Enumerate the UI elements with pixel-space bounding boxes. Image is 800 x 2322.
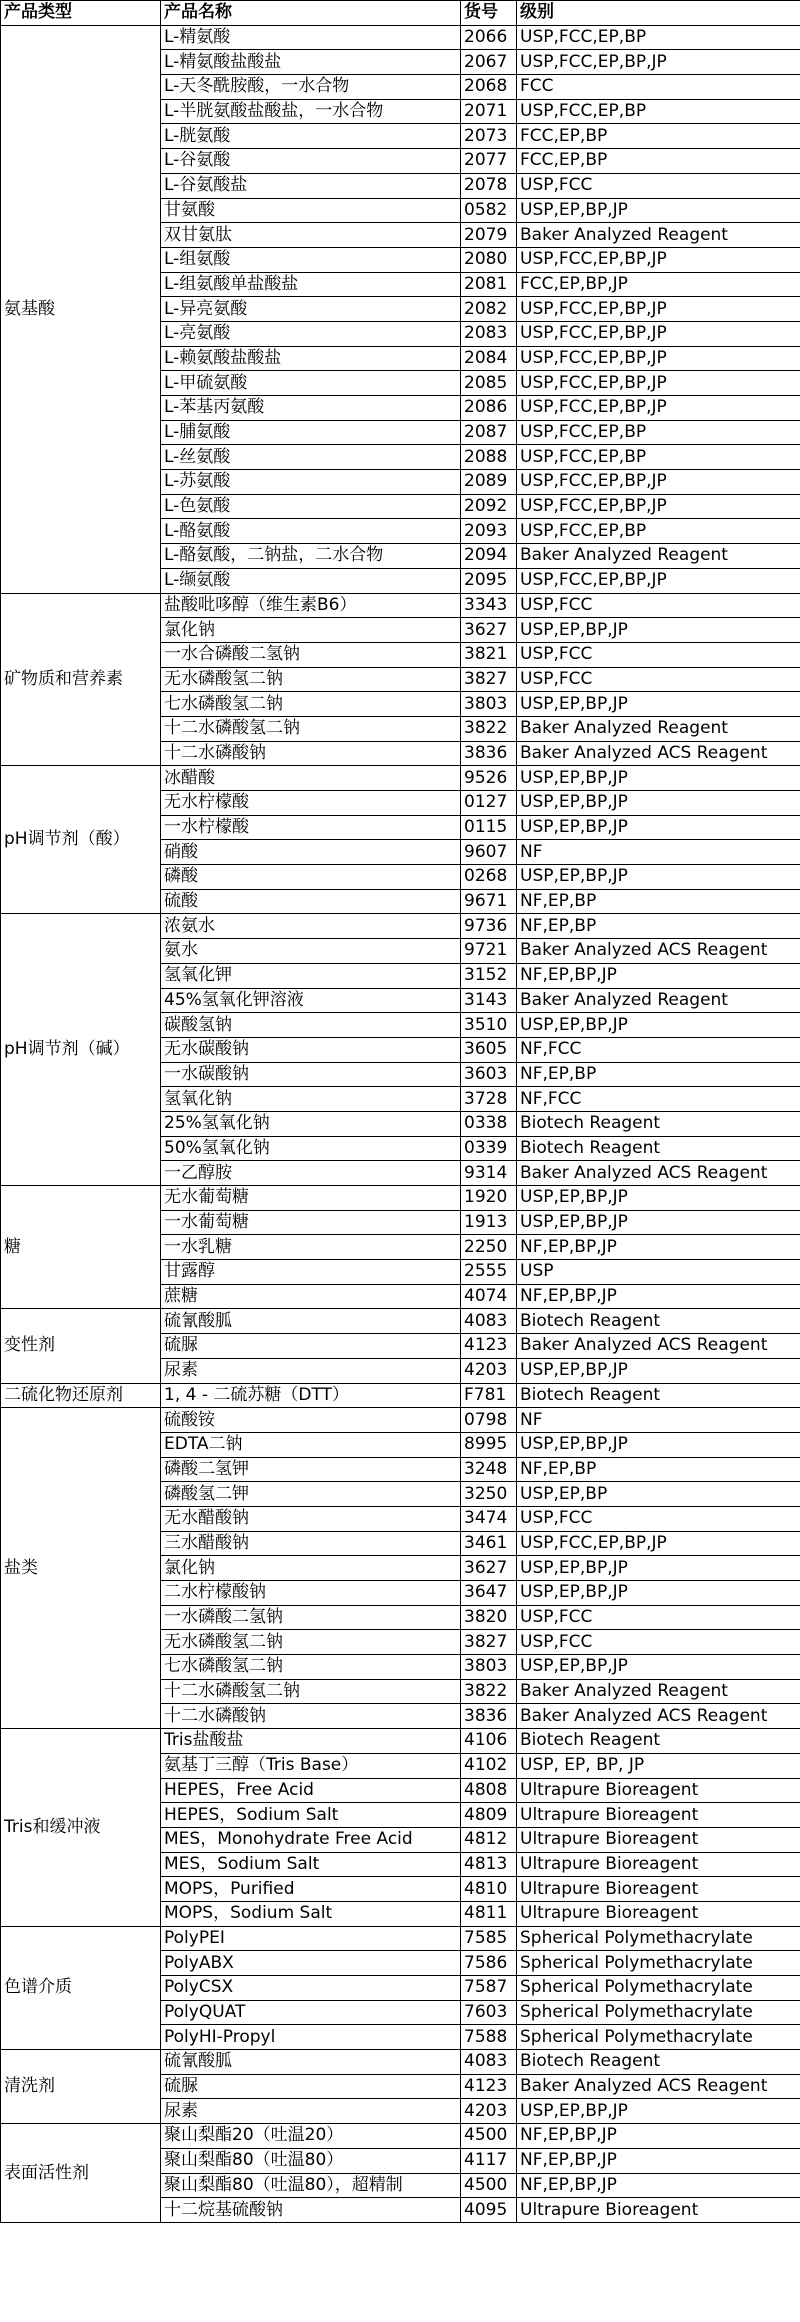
grade-cell: FCC,EP,BP	[517, 149, 800, 174]
item-number-cell: 3822	[461, 716, 517, 741]
item-number-cell: 0115	[461, 815, 517, 840]
product-name-cell: L-亮氨酸	[161, 321, 461, 346]
product-name-cell: L-甲硫氨酸	[161, 371, 461, 396]
product-name-cell: 三水醋酸钠	[161, 1531, 461, 1556]
product-name-cell: 七水磷酸氢二钠	[161, 692, 461, 717]
grade-cell: USP,EP,BP,JP	[517, 1186, 800, 1211]
product-name-cell: L-天冬酰胺酸，一水合物	[161, 75, 461, 100]
category-cell: 二硫化物还原剂	[1, 1383, 161, 1408]
product-name-cell: 十二水磷酸钠	[161, 741, 461, 766]
product-name-cell: HEPES，Sodium Salt	[161, 1803, 461, 1828]
table-row	[1, 1729, 800, 1754]
item-number-cell: 3836	[461, 741, 517, 766]
item-number-cell: 1913	[461, 1210, 517, 1235]
item-number-cell: 3728	[461, 1087, 517, 1112]
item-number-cell: 4083	[461, 1309, 517, 1334]
product-name-cell: 聚山梨酯80（吐温80），超精制	[161, 2173, 461, 2198]
product-name-cell: L-异亮氨酸	[161, 297, 461, 322]
product-name-cell: PolyHI-Propyl	[161, 2025, 461, 2050]
grade-cell: Ultrapure Bioreagent	[517, 1901, 800, 1926]
item-number-cell: 3143	[461, 988, 517, 1013]
product-name-cell: L-组氨酸单盐酸盐	[161, 272, 461, 297]
item-number-cell: 2081	[461, 272, 517, 297]
item-number-cell: 9314	[461, 1161, 517, 1186]
product-name-cell: 甘露醇	[161, 1260, 461, 1285]
grade-cell: USP,FCC,EP,BP,JP	[517, 494, 800, 519]
product-name-cell: L-胱氨酸	[161, 124, 461, 149]
item-number-cell: 2078	[461, 173, 517, 198]
item-number-cell: 2073	[461, 124, 517, 149]
grade-cell: NF,EP,BP	[517, 914, 800, 939]
product-name-cell: 无水磷酸氢二钠	[161, 1630, 461, 1655]
grade-cell: Baker Analyzed ACS Reagent	[517, 1161, 800, 1186]
grade-cell: Spherical Polymethacrylate	[517, 2000, 800, 2025]
product-name-cell: 蔗糖	[161, 1284, 461, 1309]
item-number-cell: 9736	[461, 914, 517, 939]
grade-cell: Baker Analyzed ACS Reagent	[517, 2074, 800, 2099]
grade-cell: USP,FCC	[517, 173, 800, 198]
grade-cell: USP,EP,BP	[517, 1482, 800, 1507]
product-name-cell: 25%氢氧化钠	[161, 1111, 461, 1136]
product-name-cell: 十二水磷酸氢二钠	[161, 1679, 461, 1704]
item-number-cell: 3605	[461, 1037, 517, 1062]
grade-cell: Spherical Polymethacrylate	[517, 1926, 800, 1951]
item-number-cell: 4813	[461, 1852, 517, 1877]
grade-cell: USP,FCC,EP,BP	[517, 519, 800, 544]
grade-cell: Biotech Reagent	[517, 1309, 800, 1334]
item-number-cell: 2079	[461, 223, 517, 248]
item-number-cell: 4123	[461, 2074, 517, 2099]
product-name-cell: Tris盐酸盐	[161, 1729, 461, 1754]
item-number-cell: 4500	[461, 2124, 517, 2149]
product-name-cell: 聚山梨酯20（吐温20）	[161, 2124, 461, 2149]
table-row	[1, 766, 800, 791]
product-name-cell: 无水磷酸氢二钠	[161, 667, 461, 692]
product-name-cell: 硫酸铵	[161, 1408, 461, 1433]
table-row	[1, 2050, 800, 2075]
grade-cell: NF,EP,BP,JP	[517, 1235, 800, 1260]
item-number-cell: 3603	[461, 1062, 517, 1087]
item-number-cell: 2094	[461, 544, 517, 569]
grade-cell: Baker Analyzed ACS Reagent	[517, 1704, 800, 1729]
item-number-cell: 2095	[461, 568, 517, 593]
product-name-cell: L-半胱氨酸盐酸盐，一水合物	[161, 99, 461, 124]
item-number-cell: 9671	[461, 889, 517, 914]
item-number-cell: 2088	[461, 445, 517, 470]
product-name-cell: L-色氨酸	[161, 494, 461, 519]
product-name-cell: HEPES，Free Acid	[161, 1778, 461, 1803]
grade-cell: Ultrapure Bioreagent	[517, 1803, 800, 1828]
grade-cell: Baker Analyzed ACS Reagent	[517, 1334, 800, 1359]
product-name-cell: PolyQUAT	[161, 2000, 461, 2025]
grade-cell: Biotech Reagent	[517, 1136, 800, 1161]
product-name-cell: 硝酸	[161, 840, 461, 865]
grade-cell: Ultrapure Bioreagent	[517, 1852, 800, 1877]
product-name-cell: 二水柠檬酸钠	[161, 1581, 461, 1606]
item-number-cell: 3510	[461, 1013, 517, 1038]
product-name-cell: L-赖氨酸盐酸盐	[161, 346, 461, 371]
grade-cell: USP,EP,BP,JP	[517, 1210, 800, 1235]
table-row	[1, 1383, 800, 1408]
product-name-cell: 十二烷基硫酸钠	[161, 2198, 461, 2223]
category-cell: 表面活性剂	[1, 2124, 161, 2223]
item-number-cell: 2250	[461, 1235, 517, 1260]
product-name-cell: MOPS，Purified	[161, 1877, 461, 1902]
product-name-cell: 聚山梨酯80（吐温80）	[161, 2148, 461, 2173]
grade-cell: USP,EP,BP,JP	[517, 618, 800, 643]
header-row	[1, 1, 800, 26]
item-number-cell: 2083	[461, 321, 517, 346]
item-number-cell: 7586	[461, 1951, 517, 1976]
grade-cell: USP,EP,BP,JP	[517, 692, 800, 717]
product-name-cell: 氨基丁三醇（Tris Base）	[161, 1753, 461, 1778]
item-number-cell: 0268	[461, 865, 517, 890]
grade-cell: Ultrapure Bioreagent	[517, 2198, 800, 2223]
grade-cell: USP,EP,BP,JP	[517, 791, 800, 816]
product-name-cell: L-酪氨酸，二钠盐，二水合物	[161, 544, 461, 569]
item-number-cell: 4106	[461, 1729, 517, 1754]
item-number-cell: 9721	[461, 939, 517, 964]
product-name-cell: 磷酸二氢钾	[161, 1457, 461, 1482]
grade-cell: NF,EP,BP,JP	[517, 963, 800, 988]
table-row	[1, 2124, 800, 2149]
item-number-cell: 2066	[461, 25, 517, 50]
product-name-cell: L-丝氨酸	[161, 445, 461, 470]
product-name-cell: 磷酸氢二钾	[161, 1482, 461, 1507]
category-cell: 色谱介质	[1, 1926, 161, 2049]
product-name-cell: 甘氨酸	[161, 198, 461, 223]
product-name-cell: L-组氨酸	[161, 247, 461, 272]
item-number-cell: 0798	[461, 1408, 517, 1433]
grade-cell: Ultrapure Bioreagent	[517, 1877, 800, 1902]
grade-cell: USP,FCC,EP,BP,JP	[517, 470, 800, 495]
item-number-cell: 2093	[461, 519, 517, 544]
item-number-cell: 4203	[461, 1358, 517, 1383]
item-number-cell: 3627	[461, 618, 517, 643]
item-number-cell: 0582	[461, 198, 517, 223]
product-name-cell: 氯化钠	[161, 618, 461, 643]
product-name-cell: L-精氨酸	[161, 25, 461, 50]
grade-cell: USP,FCC,EP,BP	[517, 99, 800, 124]
item-number-cell: 4809	[461, 1803, 517, 1828]
product-name-cell: 尿素	[161, 1358, 461, 1383]
product-name-cell: 十二水磷酸氢二钠	[161, 716, 461, 741]
item-number-cell: 4812	[461, 1827, 517, 1852]
header-grade: 级别	[517, 1, 800, 26]
grade-cell: USP	[517, 1260, 800, 1285]
grade-cell: USP,FCC,EP,BP,JP	[517, 50, 800, 75]
product-name-cell: 无水葡萄糖	[161, 1186, 461, 1211]
product-name-cell: 浓氨水	[161, 914, 461, 939]
table-body	[1, 25, 800, 2222]
item-number-cell: 8995	[461, 1432, 517, 1457]
category-cell: pH调节剂（酸）	[1, 766, 161, 914]
product-name-cell: L-缬氨酸	[161, 568, 461, 593]
product-name-cell: 一水柠檬酸	[161, 815, 461, 840]
grade-cell: USP,EP,BP,JP	[517, 1581, 800, 1606]
grade-cell: USP,EP,BP,JP	[517, 2099, 800, 2124]
product-name-cell: 45%氢氧化钾溶液	[161, 988, 461, 1013]
category-cell: pH调节剂（碱）	[1, 914, 161, 1186]
grade-cell: USP,FCC,EP,BP,JP	[517, 1531, 800, 1556]
item-number-cell: 3152	[461, 963, 517, 988]
grade-cell: USP,FCC	[517, 642, 800, 667]
product-name-cell: 无水醋酸钠	[161, 1506, 461, 1531]
item-number-cell: 3248	[461, 1457, 517, 1482]
item-number-cell: 2089	[461, 470, 517, 495]
header-type: 产品类型	[1, 1, 161, 26]
product-name-cell: 氨水	[161, 939, 461, 964]
product-name-cell: 七水磷酸氢二钠	[161, 1655, 461, 1680]
item-number-cell: 3647	[461, 1581, 517, 1606]
product-name-cell: 一水葡萄糖	[161, 1210, 461, 1235]
item-number-cell: 7585	[461, 1926, 517, 1951]
table-row	[1, 593, 800, 618]
product-name-cell: 磷酸	[161, 865, 461, 890]
item-number-cell: 3474	[461, 1506, 517, 1531]
item-number-cell: 0338	[461, 1111, 517, 1136]
category-cell: 氨基酸	[1, 25, 161, 593]
grade-cell: USP,FCC,EP,BP,JP	[517, 371, 800, 396]
item-number-cell: 4123	[461, 1334, 517, 1359]
grade-cell: NF,EP,BP,JP	[517, 1284, 800, 1309]
grade-cell: NF,EP,BP,JP	[517, 2124, 800, 2149]
product-name-cell: 一乙醇胺	[161, 1161, 461, 1186]
grade-cell: USP,EP,BP,JP	[517, 1358, 800, 1383]
product-name-cell: L-谷氨酸盐	[161, 173, 461, 198]
product-name-cell: L-脯氨酸	[161, 420, 461, 445]
item-number-cell: 4074	[461, 1284, 517, 1309]
item-number-cell: 3827	[461, 1630, 517, 1655]
item-number-cell: 2068	[461, 75, 517, 100]
grade-cell: NF,FCC	[517, 1037, 800, 1062]
category-cell: Tris和缓冲液	[1, 1729, 161, 1927]
grade-cell: Biotech Reagent	[517, 1729, 800, 1754]
item-number-cell: 3250	[461, 1482, 517, 1507]
item-number-cell: 4102	[461, 1753, 517, 1778]
grade-cell: USP,FCC,EP,BP,JP	[517, 297, 800, 322]
item-number-cell: 4117	[461, 2148, 517, 2173]
item-number-cell: 0339	[461, 1136, 517, 1161]
grade-cell: Ultrapure Bioreagent	[517, 1827, 800, 1852]
product-name-cell: 尿素	[161, 2099, 461, 2124]
grade-cell: USP,FCC,EP,BP	[517, 25, 800, 50]
product-name-cell: 一水碳酸钠	[161, 1062, 461, 1087]
grade-cell: USP,FCC,EP,BP,JP	[517, 568, 800, 593]
category-cell: 变性剂	[1, 1309, 161, 1383]
item-number-cell: 2085	[461, 371, 517, 396]
grade-cell: NF,EP,BP	[517, 889, 800, 914]
grade-cell: Baker Analyzed Reagent	[517, 1679, 800, 1704]
grade-cell: USP,FCC,EP,BP	[517, 445, 800, 470]
product-name-cell: 1, 4 - 二硫苏糖（DTT）	[161, 1383, 461, 1408]
grade-cell: USP,FCC,EP,BP	[517, 420, 800, 445]
item-number-cell: 2071	[461, 99, 517, 124]
grade-cell: Baker Analyzed Reagent	[517, 223, 800, 248]
product-name-cell: 一水乳糖	[161, 1235, 461, 1260]
product-name-cell: 硫酸	[161, 889, 461, 914]
item-number-cell: 3827	[461, 667, 517, 692]
header-item-number: 货号	[461, 1, 517, 26]
grade-cell: Baker Analyzed ACS Reagent	[517, 741, 800, 766]
item-number-cell: 7587	[461, 1976, 517, 2001]
category-cell: 清洗剂	[1, 2050, 161, 2124]
item-number-cell: 3836	[461, 1704, 517, 1729]
item-number-cell: 4500	[461, 2173, 517, 2198]
grade-cell: NF	[517, 1408, 800, 1433]
product-name-cell: 双甘氨肽	[161, 223, 461, 248]
grade-cell: USP,EP,BP,JP	[517, 865, 800, 890]
item-number-cell: 4203	[461, 2099, 517, 2124]
item-number-cell: 2092	[461, 494, 517, 519]
item-number-cell: 3803	[461, 692, 517, 717]
product-name-cell: MES，Monohydrate Free Acid	[161, 1827, 461, 1852]
item-number-cell: 2080	[461, 247, 517, 272]
product-name-cell: L-酪氨酸	[161, 519, 461, 544]
grade-cell: USP,EP,BP,JP	[517, 1432, 800, 1457]
product-name-cell: 氢氧化钾	[161, 963, 461, 988]
grade-cell: USP,FCC	[517, 593, 800, 618]
item-number-cell: 4095	[461, 2198, 517, 2223]
grade-cell: Baker Analyzed Reagent	[517, 544, 800, 569]
product-name-cell: 硫氰酸胍	[161, 2050, 461, 2075]
grade-cell: FCC,EP,BP,JP	[517, 272, 800, 297]
item-number-cell: 3822	[461, 1679, 517, 1704]
item-number-cell: 7603	[461, 2000, 517, 2025]
product-name-cell: EDTA二钠	[161, 1432, 461, 1457]
product-name-cell: MES，Sodium Salt	[161, 1852, 461, 1877]
grade-cell: USP,FCC,EP,BP,JP	[517, 346, 800, 371]
item-number-cell: 9526	[461, 766, 517, 791]
grade-cell: USP,EP,BP,JP	[517, 766, 800, 791]
item-number-cell: 3627	[461, 1556, 517, 1581]
product-name-cell: 氯化钠	[161, 1556, 461, 1581]
product-name-cell: PolyCSX	[161, 1976, 461, 2001]
item-number-cell: 4810	[461, 1877, 517, 1902]
grade-cell: NF,EP,BP	[517, 1062, 800, 1087]
table-row	[1, 25, 800, 50]
grade-cell: USP,EP,BP,JP	[517, 1655, 800, 1680]
category-cell: 糖	[1, 1186, 161, 1309]
category-cell: 盐类	[1, 1408, 161, 1729]
product-name-cell: 十二水磷酸钠	[161, 1704, 461, 1729]
product-name-cell: 氢氧化钠	[161, 1087, 461, 1112]
product-name-cell: MOPS，Sodium Salt	[161, 1901, 461, 1926]
item-number-cell: 0127	[461, 791, 517, 816]
table-row	[1, 1926, 800, 1951]
item-number-cell: 3820	[461, 1605, 517, 1630]
item-number-cell: 3803	[461, 1655, 517, 1680]
grade-cell: NF,EP,BP	[517, 1457, 800, 1482]
item-number-cell: 1920	[461, 1186, 517, 1211]
grade-cell: USP,FCC	[517, 1605, 800, 1630]
grade-cell: Baker Analyzed ACS Reagent	[517, 939, 800, 964]
item-number-cell: F781	[461, 1383, 517, 1408]
grade-cell: NF,EP,BP,JP	[517, 2148, 800, 2173]
product-name-cell: 盐酸吡哆醇（维生素B6）	[161, 593, 461, 618]
table-row	[1, 914, 800, 939]
grade-cell: USP,EP,BP,JP	[517, 815, 800, 840]
grade-cell: USP,EP,BP,JP	[517, 1013, 800, 1038]
product-name-cell: L-苏氨酸	[161, 470, 461, 495]
item-number-cell: 2087	[461, 420, 517, 445]
grade-cell: USP, EP, BP, JP	[517, 1753, 800, 1778]
product-name-cell: L-谷氨酸	[161, 149, 461, 174]
grade-cell: Spherical Polymethacrylate	[517, 1951, 800, 1976]
grade-cell: USP,FCC	[517, 1630, 800, 1655]
grade-cell: Biotech Reagent	[517, 1383, 800, 1408]
table-row	[1, 1186, 800, 1211]
item-number-cell: 4808	[461, 1778, 517, 1803]
product-name-cell: 一水磷酸二氢钠	[161, 1605, 461, 1630]
product-name-cell: 硫脲	[161, 1334, 461, 1359]
item-number-cell: 2555	[461, 1260, 517, 1285]
header-product-name: 产品名称	[161, 1, 461, 26]
grade-cell: FCC,EP,BP	[517, 124, 800, 149]
product-name-cell: 无水柠檬酸	[161, 791, 461, 816]
grade-cell: USP,FCC,EP,BP,JP	[517, 396, 800, 421]
product-name-cell: PolyABX	[161, 1951, 461, 1976]
item-number-cell: 4083	[461, 2050, 517, 2075]
grade-cell: Ultrapure Bioreagent	[517, 1778, 800, 1803]
product-name-cell: 硫氰酸胍	[161, 1309, 461, 1334]
category-cell: 矿物质和营养素	[1, 593, 161, 766]
item-number-cell: 3461	[461, 1531, 517, 1556]
item-number-cell: 2067	[461, 50, 517, 75]
grade-cell: USP,FCC,EP,BP,JP	[517, 321, 800, 346]
product-name-cell: 无水碳酸钠	[161, 1037, 461, 1062]
item-number-cell: 2077	[461, 149, 517, 174]
item-number-cell: 2084	[461, 346, 517, 371]
item-number-cell: 3343	[461, 593, 517, 618]
grade-cell: Spherical Polymethacrylate	[517, 1976, 800, 2001]
item-number-cell: 4811	[461, 1901, 517, 1926]
item-number-cell: 9607	[461, 840, 517, 865]
grade-cell: USP,FCC	[517, 1506, 800, 1531]
table-row	[1, 1309, 800, 1334]
grade-cell: FCC	[517, 75, 800, 100]
grade-cell: USP,EP,BP,JP	[517, 198, 800, 223]
grade-cell: Baker Analyzed Reagent	[517, 716, 800, 741]
grade-cell: NF,FCC	[517, 1087, 800, 1112]
item-number-cell: 2086	[461, 396, 517, 421]
grade-cell: USP,FCC,EP,BP,JP	[517, 247, 800, 272]
product-name-cell: 硫脲	[161, 2074, 461, 2099]
grade-cell: Spherical Polymethacrylate	[517, 2025, 800, 2050]
grade-cell: NF	[517, 840, 800, 865]
grade-cell: Baker Analyzed Reagent	[517, 988, 800, 1013]
product-name-cell: L-苯基丙氨酸	[161, 396, 461, 421]
product-name-cell: L-精氨酸盐酸盐	[161, 50, 461, 75]
grade-cell: NF,EP,BP,JP	[517, 2173, 800, 2198]
product-name-cell: PolyPEI	[161, 1926, 461, 1951]
table-row	[1, 1408, 800, 1433]
product-name-cell: 50%氢氧化钠	[161, 1136, 461, 1161]
item-number-cell: 3821	[461, 642, 517, 667]
grade-cell: USP,FCC	[517, 667, 800, 692]
item-number-cell: 2082	[461, 297, 517, 322]
item-number-cell: 7588	[461, 2025, 517, 2050]
grade-cell: USP,EP,BP,JP	[517, 1556, 800, 1581]
grade-cell: Biotech Reagent	[517, 2050, 800, 2075]
product-name-cell: 一水合磷酸二氢钠	[161, 642, 461, 667]
product-name-cell: 碳酸氢钠	[161, 1013, 461, 1038]
grade-cell: Biotech Reagent	[517, 1111, 800, 1136]
product-name-cell: 冰醋酸	[161, 766, 461, 791]
